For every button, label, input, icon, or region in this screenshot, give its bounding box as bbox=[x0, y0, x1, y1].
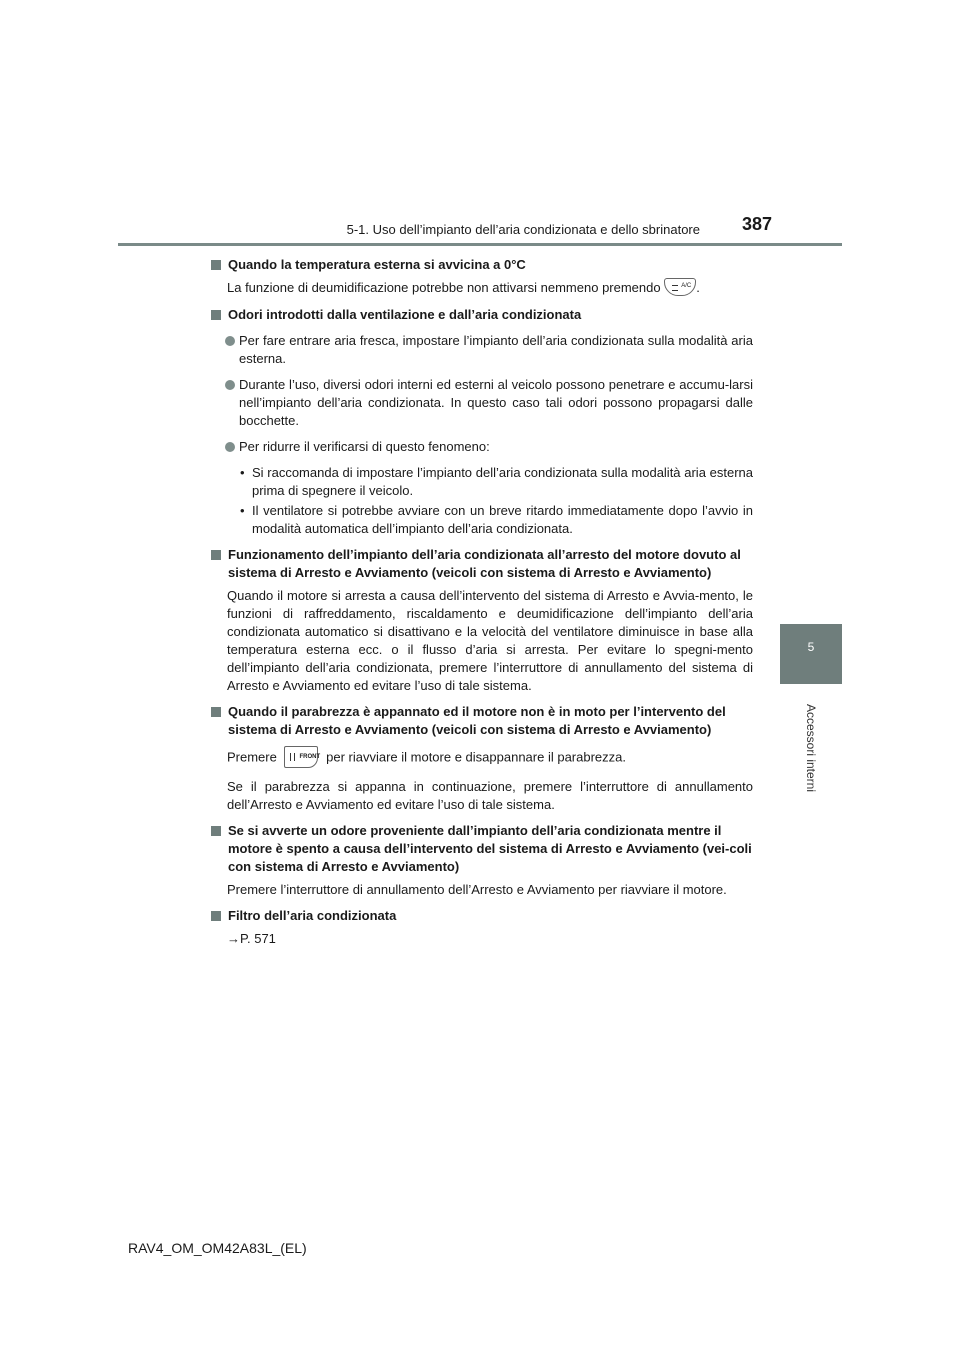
section-odor-engine-off bbox=[210, 822, 753, 899]
ac-button-icon: A/C bbox=[664, 278, 696, 296]
sub-list bbox=[210, 464, 753, 538]
section-temperature bbox=[210, 256, 753, 298]
section-heading: Filtro dell’aria condizionata bbox=[210, 907, 753, 925]
header-divider bbox=[118, 243, 842, 246]
section-heading: Quando il parabrezza è appannato ed il motore non è in moto per l’intervento del sistema di Arresto e Avviamento (veicoli con sistema di Arresto e Avviamento) bbox=[210, 703, 753, 739]
paragraph: Se il parabrezza si appanna in continuazione, premere l’interruttore di annullamento dell’Arresto e Avviamento ed evitare l’uso di tale sistema. bbox=[227, 778, 753, 812]
paragraph: Quando il motore si arresta a causa dell’intervento del sistema di Arresto e Avvia-mento, le funzioni di raffreddamento, riscaldamento e deumidificazione dell’impianto dell’aria condizionata automatico si disattivano e la velocità del ventilatore diminuisce in base alla temperatura esterna ecc. o il flusso d’aria si arresta. Per evitare lo spegni-mento dell’impianto dell’aria condizionata, premere l’interruttore di annullamento del sistema di Arresto e Avviamento ed evitare l’uso di tale sistema. bbox=[227, 587, 753, 693]
paragraph: Premere l’interruttore di annullamento dell’Arresto e Avviamento per riavviare il motore. bbox=[227, 881, 727, 897]
round-bullet-icon bbox=[225, 336, 235, 346]
chapter-tab bbox=[780, 624, 842, 684]
document-code: RAV4_OM_OM42A83L_(EL) bbox=[128, 1240, 307, 1256]
list-item: Per fare entrare aria fresca, impostare l’impianto dell’aria condizionata sulla modalità aria esterna. bbox=[210, 332, 753, 368]
front-defroster-button-icon: FRONT bbox=[284, 746, 318, 768]
page-reference: →P. 571 bbox=[227, 930, 276, 946]
section-windshield bbox=[210, 703, 753, 814]
section-odors bbox=[210, 306, 753, 538]
section-heading: Quando la temperatura esterna si avvicina a 0°C bbox=[210, 256, 753, 274]
list-item: Durante l’uso, diversi odori interni ed esterni al veicolo possono penetrare e accumu-larsi nell’impianto dell’aria condizionata. In questo caso tali odori possono propagarsi dalle bocchette. bbox=[210, 376, 753, 430]
section-heading: Se si avverte un odore proveniente dall’impianto dell’aria condizionata mentre il motore è spento a causa dell’intervento del sistema di Arresto e Avviamento (vei-coli con sistema di Arresto e Avviamento) bbox=[210, 822, 753, 876]
section-stop-start bbox=[210, 546, 753, 695]
round-bullet-icon bbox=[225, 380, 235, 390]
square-bullet-icon bbox=[211, 826, 221, 836]
square-bullet-icon bbox=[211, 911, 221, 921]
square-bullet-icon bbox=[211, 550, 221, 560]
round-bullet-icon bbox=[225, 442, 235, 452]
section-heading: Funzionamento dell’impianto dell’aria condizionata all’arresto del motore dovuto al sistema di Arresto e Avviamento (veicoli con sistema di Arresto e Avviamento) bbox=[210, 546, 753, 582]
square-bullet-icon bbox=[211, 260, 221, 270]
paragraph: La funzione di deumidificazione potrebbe non attivarsi nemmeno premendo A/C . bbox=[210, 279, 753, 298]
square-bullet-icon bbox=[211, 707, 221, 717]
page-number: 387 bbox=[742, 214, 773, 234]
section-filter bbox=[210, 907, 753, 948]
sub-list-item: • Si raccomanda di impostare l’impianto dell’aria condizionata sulla modalità aria esterna prima di spegnere il veicolo. bbox=[240, 464, 753, 498]
page-content bbox=[210, 256, 753, 956]
chapter-label: Accessori interni bbox=[804, 703, 818, 793]
list-item: Per ridurre il verificarsi di questo fenomeno: bbox=[210, 438, 753, 456]
square-bullet-icon bbox=[211, 310, 221, 320]
sub-list-item: • Il ventilatore si potrebbe avviare con un breve ritardo immediatamente dopo l’avvio in modalità automatica dell’impianto dell’aria condizionata. bbox=[240, 502, 753, 536]
section-heading: Odori introdotti dalla ventilazione e dall’aria condizionata bbox=[210, 306, 753, 324]
paragraph: Premere FRONT per riavviare il motore e disappannare il parabrezza. bbox=[210, 747, 753, 769]
chapter-number: 5 bbox=[807, 640, 815, 654]
header-title: 5-1. Uso dell’impianto dell’aria condizionata e dello sbrinatore bbox=[346, 222, 700, 237]
